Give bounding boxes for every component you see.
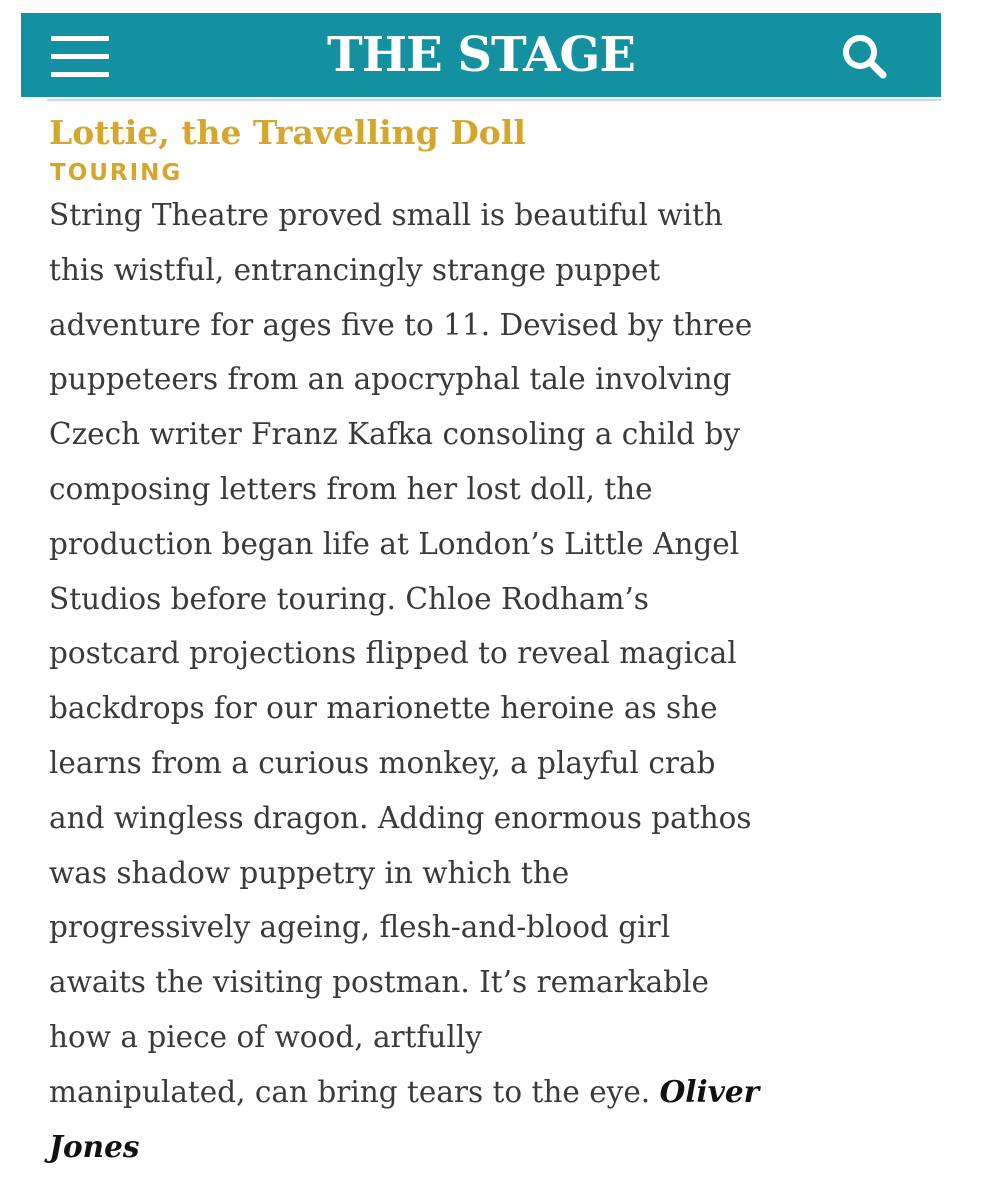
body-line: puppeteers from an apocryphal tale involving (49, 362, 732, 397)
article-title: Lottie, the Travelling Doll (49, 113, 526, 152)
search-button[interactable] (835, 27, 895, 87)
article-category: TOURING (50, 160, 183, 186)
body-line: String Theatre proved small is beautiful with (49, 198, 723, 232)
body-line: learns from a curious monkey, a playful crab (49, 745, 716, 780)
author-line (49, 1120, 949, 1175)
body-line: awaits the visiting postman. It’s remarkable (49, 965, 709, 1000)
body-line: and wingless dragon. Adding enormous pathos (49, 800, 752, 835)
body-line: adventure for ages five to 11. Devised by three (49, 307, 753, 342)
author-last-name: Jones (49, 1128, 140, 1164)
body-line: progressively ageing, flesh-and-blood girl (49, 910, 671, 945)
body-line: this wistful, entrancingly strange puppet (49, 252, 661, 287)
header-divider (47, 99, 941, 101)
body-line: backdrops for our marionette heroine as she (49, 691, 718, 726)
body-line: was shadow puppetry in which the (49, 855, 570, 890)
body-line: manipulated, can bring tears to the eye. (49, 1074, 651, 1109)
body-line: composing letters from her lost doll, the (49, 471, 653, 506)
body-line: postcard projections flipped to reveal magical (49, 636, 737, 671)
body-line: how a piece of wood, artfully (49, 1019, 482, 1054)
body-line: Studios before touring. Chloe Rodham’s (49, 581, 649, 616)
body-line: Czech writer Franz Kafka consoling a child by (49, 417, 740, 452)
site-header (21, 13, 941, 97)
author-first-name: Oliver (659, 1073, 760, 1109)
body-line-final (49, 1065, 949, 1120)
article-body (49, 188, 949, 1174)
body-line: production began life at London’s Little Angel (49, 526, 740, 561)
site-logo[interactable]: THE STAGE (327, 27, 635, 83)
search-icon (835, 27, 895, 87)
